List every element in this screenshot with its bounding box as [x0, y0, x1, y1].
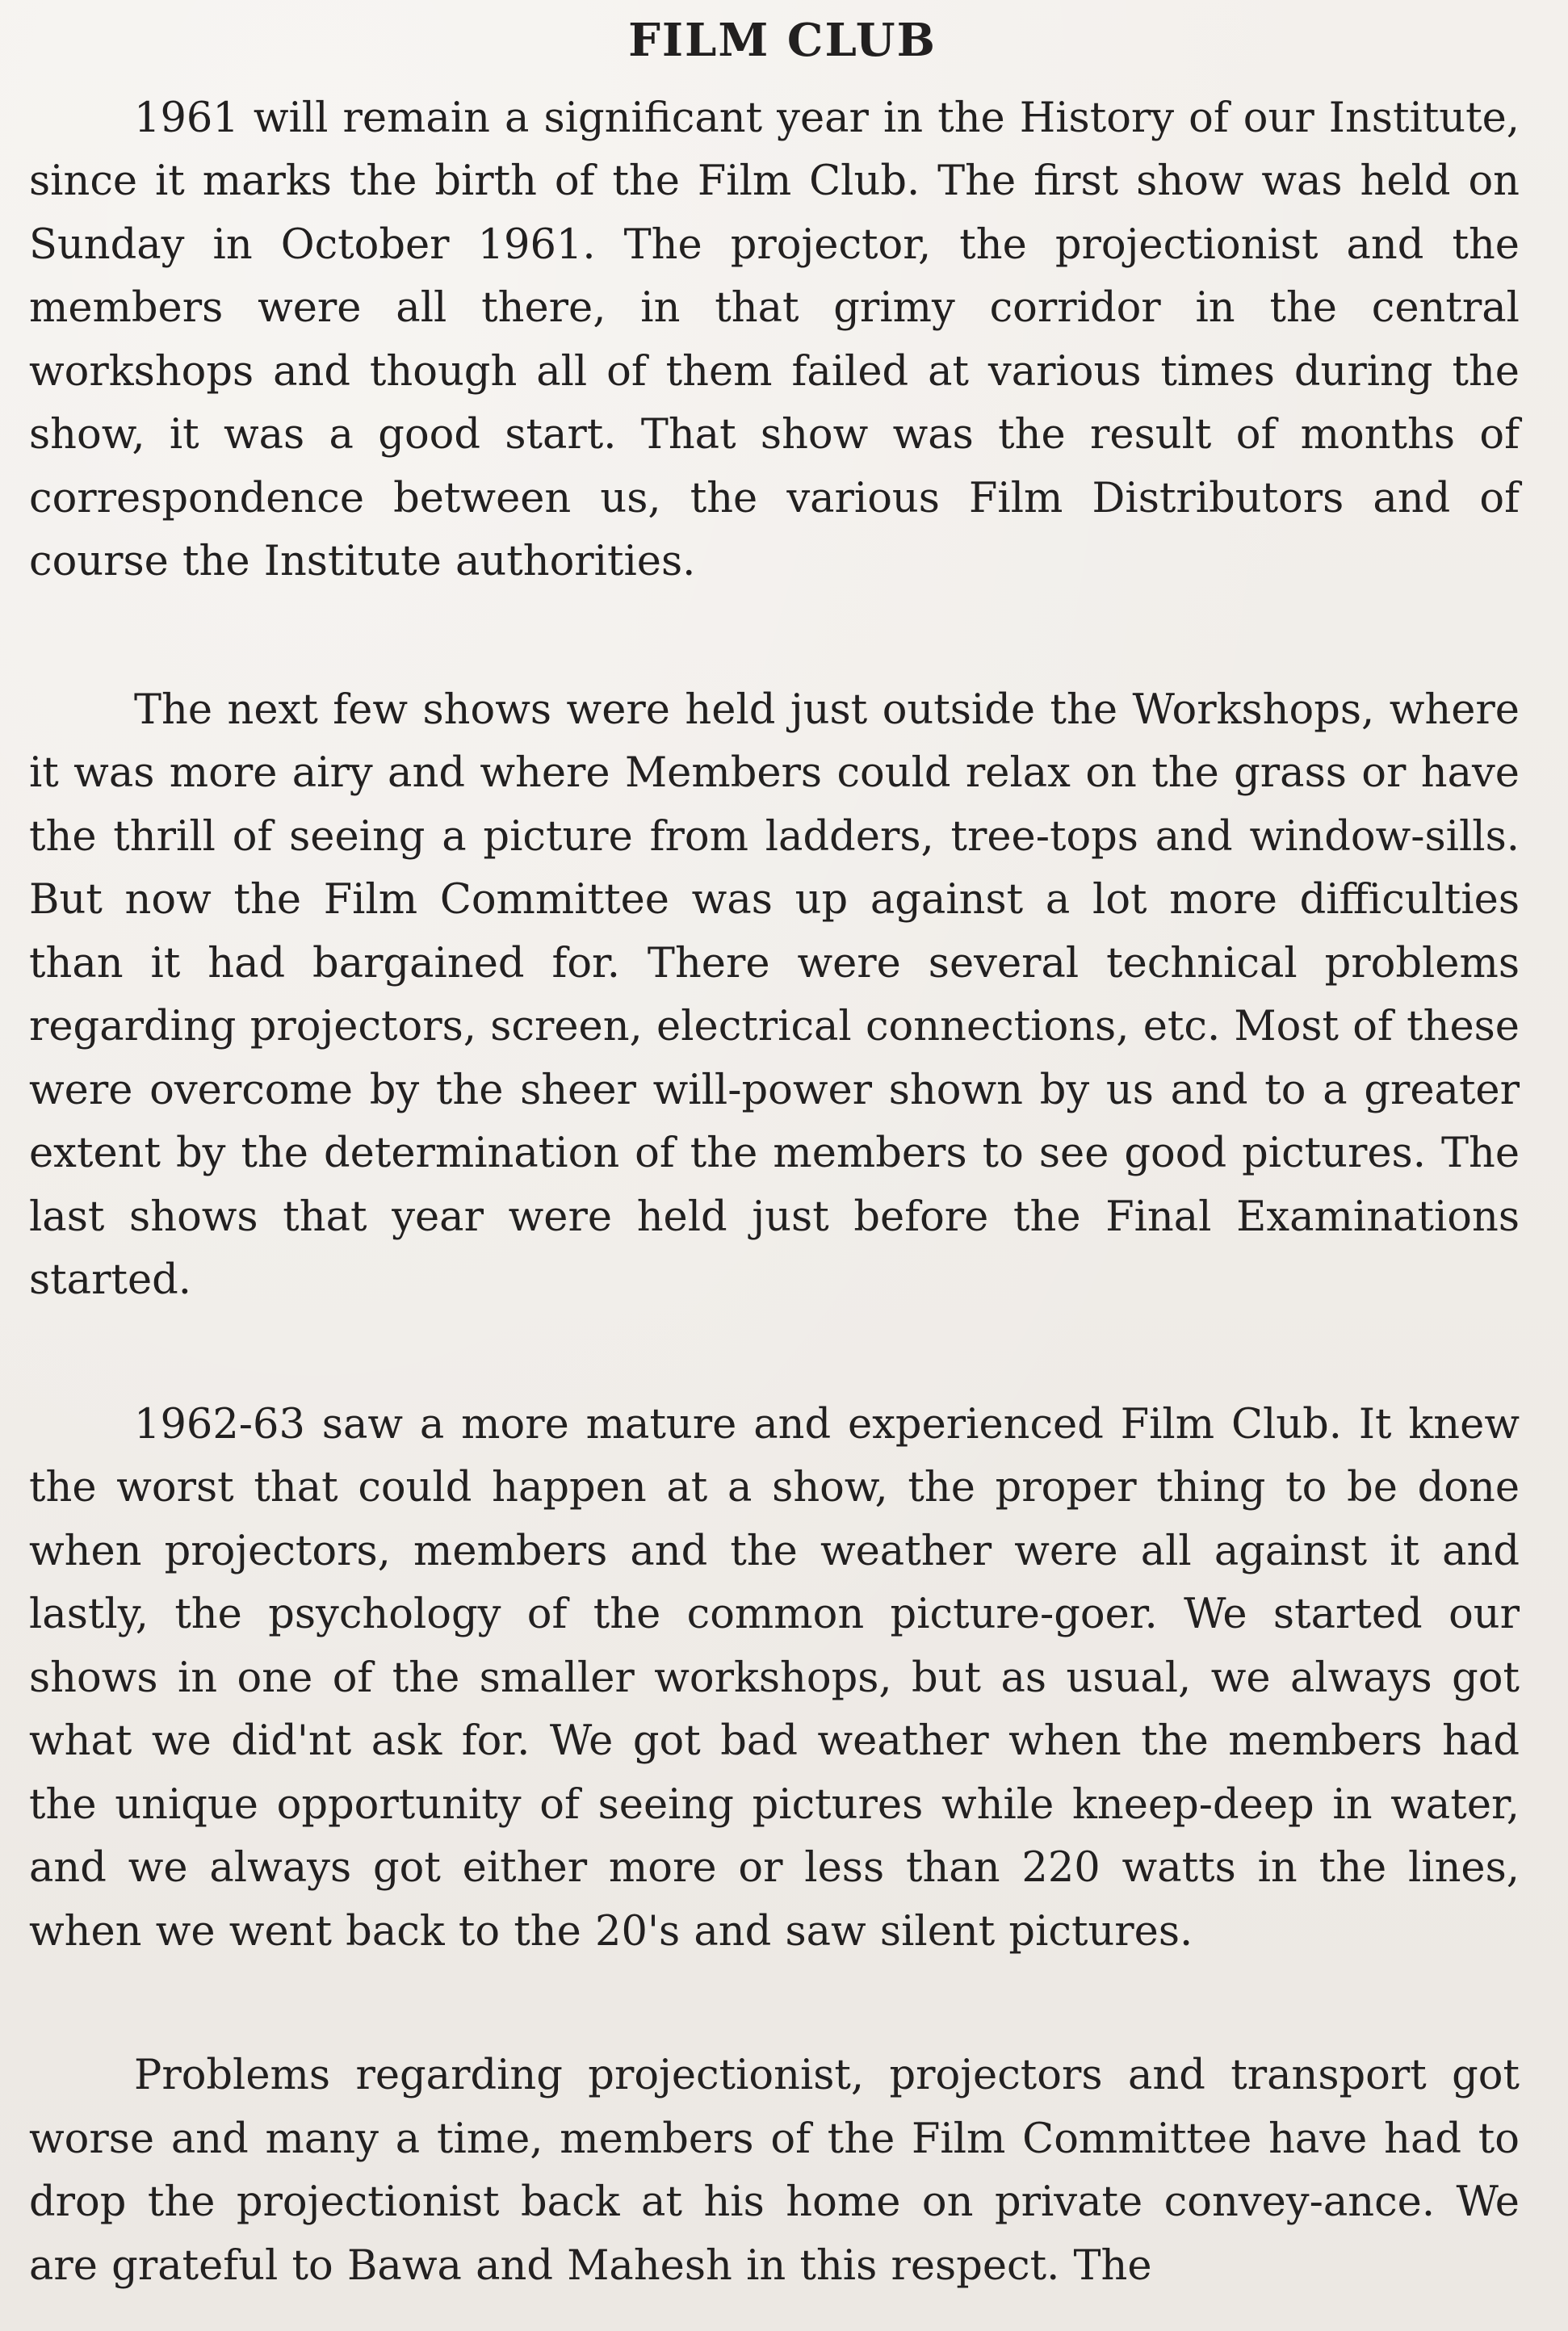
paragraph-1: 1961 will remain a significant year in the History of our Institute, since it marks the birth of the Film Club. The first show was held on Sunday in October 1961. The projector, the projectionist and the members were all there, in that grimy corridor in the central workshops and though all of them failed at various times during the show, it was a good start. That show was the result of months of correspondence between us, the various Film Distributors and of course the Institute authorities. [29, 94, 1520, 586]
paragraph-spacer [29, 1964, 1520, 2044]
paragraph-spacer [29, 594, 1520, 679]
paragraph-4: Problems regarding projectionist, projectors and transport got worse and many a time, members of the Film Committee have had to drop the projectionist back at his home on private convey-ance. We are grateful to Bawa and Mahesh in this respect. The [29, 2052, 1520, 2290]
page-title: FILM CLUB [628, 14, 937, 67]
paragraph-2: The next few shows were held just outside the Workshops, where it was more airy and where Members could relax on the grass or have the thrill of seeing a picture from ladders, tree-tops and window-sills. But now the Film Committee was up against a lot more difficulties than it had bargained for. There were several technical problems regarding projectors, screen, electrical connections, etc. Most of these were overcome by the sheer will-power shown by us and to a greater extent by the determination of the members to see good pictures. The last shows that year were held just before the Final Examinations started. [29, 685, 1520, 1305]
paragraph-3: 1962-63 saw a more mature and experienced Film Club. It knew the worst that could happen at a show, the proper thing to be done when projectors, members and the weather were all against it and lastly, the psychology of the common picture-goer. We started our shows in one of the smaller workshops, but as usual, we always got what we did'nt ask for. We got bad weather when the members had the unique opportunity of seeing pictures while kneep-deep in water, and we always got either more or less than 220 watts in the lines, when we went back to the 20's and saw silent pictures. [29, 1400, 1520, 1956]
paragraph-spacer [29, 1313, 1520, 1394]
